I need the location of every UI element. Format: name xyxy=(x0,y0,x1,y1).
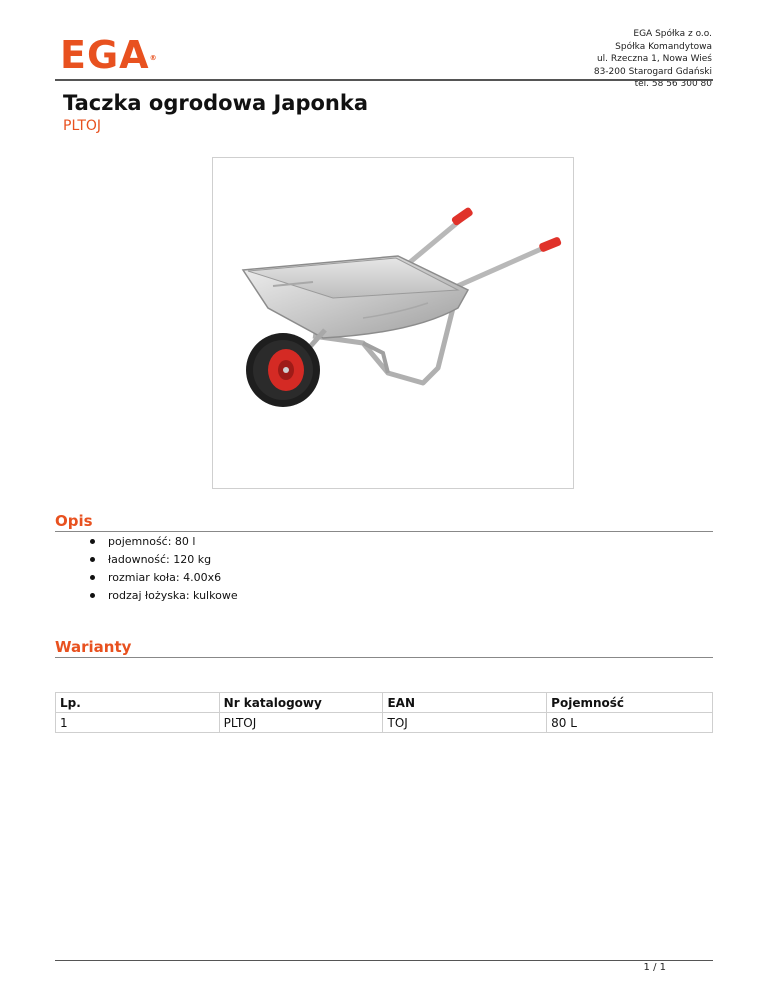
list-item: rozmiar koła: 4.00x6 xyxy=(88,569,238,587)
product-image xyxy=(212,157,574,489)
table-header-row xyxy=(56,693,713,713)
warianty-heading: Warianty xyxy=(55,638,132,656)
ega-logo xyxy=(60,33,157,77)
table-cell: 80 L xyxy=(547,713,713,733)
company-line: tel. 58 56 300 80 xyxy=(634,79,712,89)
company-line: Spółka Komandytowa xyxy=(615,41,712,52)
warianty-divider xyxy=(55,657,713,658)
page-number: 1 / 1 xyxy=(643,962,666,973)
opis-heading: Opis xyxy=(55,512,93,530)
variants-table xyxy=(55,692,713,733)
registered-mark: ® xyxy=(149,54,157,62)
wheelbarrow-icon xyxy=(213,158,573,488)
column-header: Nr katalogowy xyxy=(219,693,383,713)
company-address xyxy=(594,28,712,91)
table-cell: 1 xyxy=(56,713,220,733)
column-header: Lp. xyxy=(56,693,220,713)
list-item: pojemność: 80 l xyxy=(88,533,238,551)
footer-divider xyxy=(55,960,713,961)
table-row xyxy=(56,713,713,733)
company-line: 83-200 Starogard Gdański xyxy=(593,66,712,77)
header-divider xyxy=(55,79,713,81)
table-cell: TOJ xyxy=(383,713,547,733)
company-line: EGA Spółka z o.o. xyxy=(633,29,712,39)
company-line: ul. Rzeczna 1, Nowa Wieś xyxy=(596,54,712,64)
column-header: Pojemność xyxy=(547,693,713,713)
table-cell: PLTOJ xyxy=(219,713,383,733)
list-item: rodzaj łożyska: kulkowe xyxy=(88,587,238,605)
opis-divider xyxy=(55,531,713,532)
list-item: ładowność: 120 kg xyxy=(88,551,238,569)
product-code: PLTOJ xyxy=(63,118,102,134)
logo-text: EGA xyxy=(60,33,150,77)
column-header: EAN xyxy=(383,693,547,713)
product-title: Taczka ogrodowa Japonka xyxy=(63,91,369,115)
feature-list xyxy=(88,533,238,605)
